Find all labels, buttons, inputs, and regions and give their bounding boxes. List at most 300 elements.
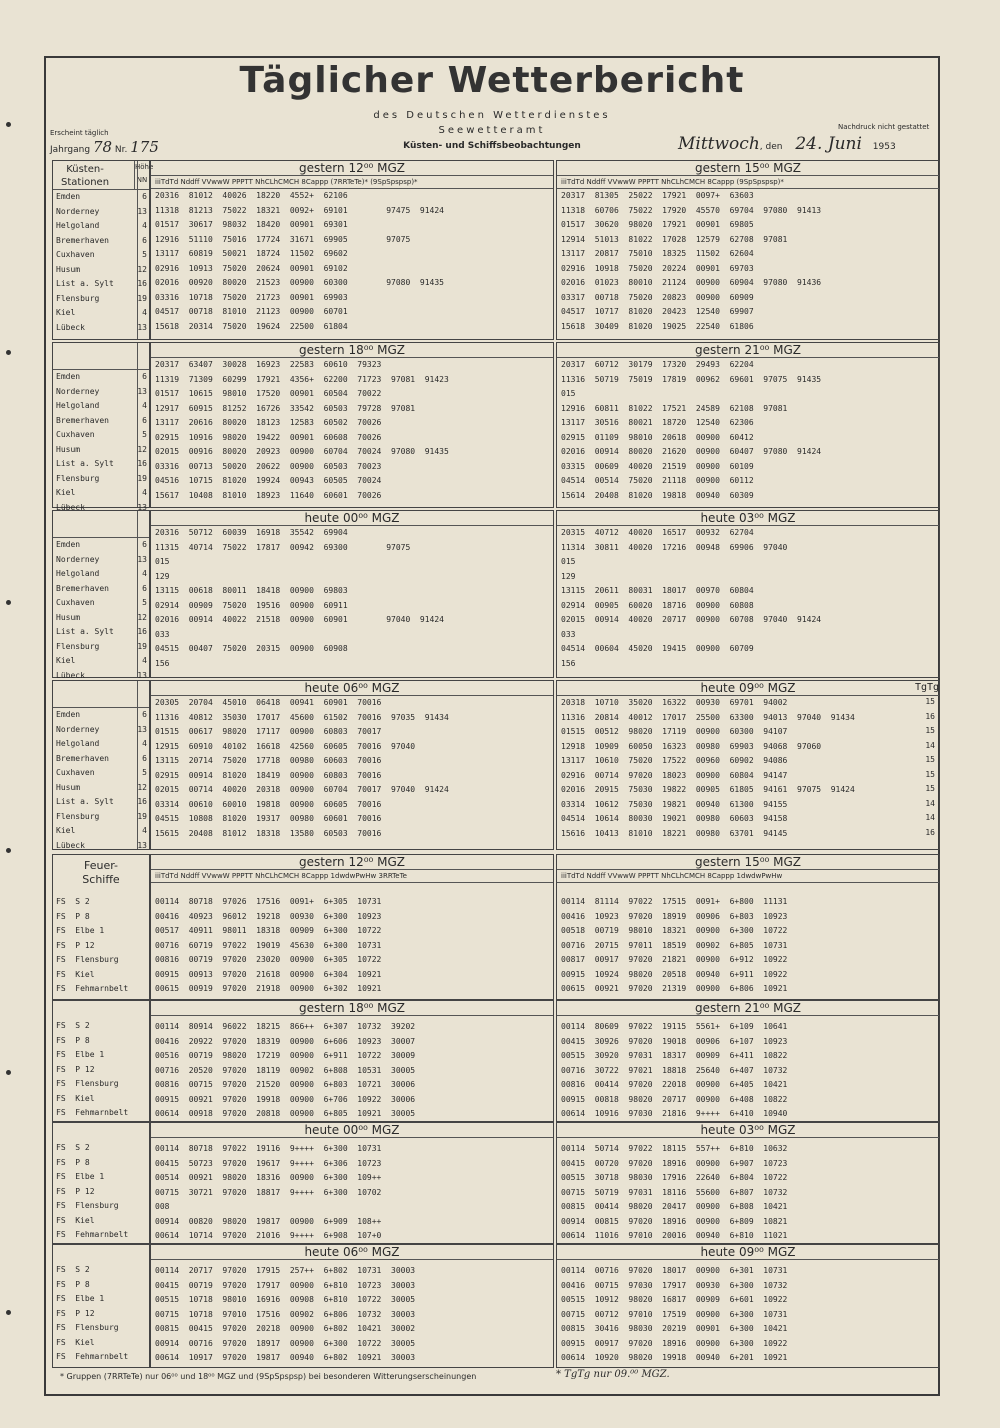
tgtg-value: 15 [925,784,935,793]
data-row: 156 [561,658,576,668]
block-title: heute 00⁰⁰ MGZ [151,1123,553,1138]
station-height: 13 [137,206,147,216]
ship-rows [53,1019,149,1121]
data-row: 00915 00917 97020 18916 00900 6+300 10922 [561,1338,788,1348]
station-height: 6 [142,540,147,549]
data-row: 00715 00712 97010 17519 00900 6+300 10731 [561,1309,788,1319]
coast-block [556,510,940,678]
data-row: 015 [561,389,576,398]
station-name: Helgoland [56,401,100,410]
station-name: Norderney [56,724,100,734]
data-row: 00416 20922 97020 18319 00900 6+606 10923 30007 [155,1036,416,1046]
station-row [53,457,149,472]
station-name: Lübeck [56,670,85,680]
ship-name: FS Kiel [56,969,95,979]
coast-block [150,680,554,850]
data-row: 02015 00914 40020 20717 00900 60708 97040 91424 [561,615,822,624]
station-name: Helgoland [56,569,100,578]
block-title: gestern 18⁰⁰ MGZ [151,343,553,358]
ship-header [53,855,149,895]
data-row: 03316 00713 50020 20622 00900 60503 70023 [155,461,382,471]
data-row: 00415 50723 97020 19617 9++++ 6+306 10723 [155,1158,382,1168]
station-row [53,486,149,501]
ship-name: FS Fehmarnbelt [56,1230,129,1239]
station-row [53,443,149,458]
station-name: Norderney [56,554,100,564]
data-row: 13117 20616 80020 18123 12583 60502 70026 [155,418,382,427]
data-row: 03317 00718 75020 20823 00900 60909 [561,292,754,302]
data-row: 02916 10918 75020 20224 00901 69703 [561,263,754,273]
footnote: * Gruppen (7RRTeTe) nur 06⁰⁰ und 18⁰⁰ MGZ und (9SpSpspsp) bei besonderen Witterungserscheinungen [60,1372,477,1381]
ship-name: FS S 2 [56,1265,90,1274]
data-row: 00515 10912 98020 16817 00909 6+601 10922 [561,1295,788,1304]
ship-name: FS Kiel [56,1337,95,1347]
station-height: 13 [137,840,147,850]
station-name: Kiel [56,308,76,317]
data-row: 00515 30920 97031 18317 00909 6+411 10822 [561,1051,788,1060]
data-row: 00915 10924 98020 20518 00940 6+911 10922 [561,969,788,979]
punch-hole [6,1070,11,1075]
office-line: Seewetteramt [438,125,546,136]
station-header [53,511,149,538]
data-row: 00114 80609 97022 19115 5561+ 6+109 10641 [561,1022,788,1031]
data-row: 00715 50719 97031 18116 55600 6+807 10732 [561,1187,788,1197]
data-row: 04514 10614 80030 19021 00980 60603 94158 [561,814,788,823]
station-height: 16 [137,279,147,288]
station-row [53,640,149,655]
data-row: 00614 00918 97020 20818 00900 6+805 10921 30005 [155,1109,416,1118]
data-row: 00815 00414 98020 20417 00900 6+808 10421 [561,1202,788,1211]
data-row: 00114 81114 97022 17515 0091+ 6+800 11131 [561,897,788,906]
data-row: 20316 50712 60039 16918 35542 69904 [155,528,348,537]
ship-label-block [52,854,150,1000]
station-row [53,219,149,234]
data-row: 00114 80914 96022 18215 866++ 6+307 10732 39202 [155,1022,416,1031]
column-header: iiiTdTd Nddff VVwwW PPPTT NhCLhCMCH 8Cappp 1dwdwPwHw 3RRTeTe [151,870,553,883]
station-row [53,839,149,854]
data-row: 11314 30811 40020 17216 00948 69906 97040 [561,542,788,552]
station-row [53,234,149,249]
data-row: 00715 10718 97010 17516 00902 6+806 10732 30003 [155,1309,416,1319]
label-feuer: Feuer- [83,859,119,872]
station-row [53,292,149,307]
station-name: Flensburg [56,811,100,821]
tgtg-value: 15 [925,755,935,764]
report-title: Täglicher Wetterbericht [239,60,745,101]
station-name: Emden [56,192,81,201]
station-row [53,248,149,263]
data-row: 00114 20717 97020 17915 257++ 6+802 10731 30003 [155,1266,416,1275]
data-row: 03316 10718 75020 21723 00901 69903 [155,292,348,302]
station-height: 4 [142,826,147,835]
data-row: 033 [155,629,170,639]
station-header [53,343,149,370]
data-rows [557,883,939,997]
data-row: 11316 40812 35030 17017 45600 61502 70016 97035 91434 [155,712,449,722]
station-name: Norderney [56,386,100,396]
data-rows [557,189,939,334]
data-row: 13117 30516 80021 18720 12540 62306 [561,418,754,427]
coast-block [556,160,940,340]
data-row: 02916 10913 75020 20624 00901 69102 [155,263,348,273]
column-header: iiiTdTd Nddff VVwwW PPPTT NhCLhCMCH 8Cappp 1dwdwPwHw [557,870,939,883]
station-row [53,385,149,400]
data-row: 15614 20408 81020 19818 00940 60309 [561,490,754,500]
ship-name: FS S 2 [56,1143,90,1152]
ship-header [53,1245,149,1263]
copyright-note: Nachdruck nicht gestattet [838,123,930,131]
data-row: 02915 01109 98010 20618 00900 60412 [561,432,754,442]
station-height: 16 [137,627,147,636]
data-row: 00716 20520 97020 18119 00902 6+808 10531 30005 [155,1065,416,1075]
data-row: 00615 00921 97020 21319 00900 6+806 10921 [561,984,788,993]
station-row [53,582,149,597]
data-row: 02915 00914 81020 18419 00900 60803 70016 [155,770,382,780]
tgtg-header: TgTg [915,682,940,693]
ship-block [556,854,940,1000]
station-height: 13 [137,670,147,680]
station-header [53,681,149,708]
ship-name: FS P 8 [56,1279,90,1289]
data-row: 00716 30722 97021 18818 25640 6+407 10732 [561,1065,788,1075]
ship-name: FS Elbe 1 [56,1294,105,1303]
data-row: 01517 30620 98020 17921 00901 69805 [561,220,754,229]
station-row [53,321,149,336]
data-rows [151,526,553,671]
station-height: 16 [137,459,147,468]
data-row: 20315 40712 40020 16517 00932 62704 [561,528,754,537]
data-row: 00515 10718 98010 16916 00908 6+810 10722 30005 [155,1295,416,1304]
date-value: 24. Juni [795,134,862,154]
data-row: 04517 10717 81020 20423 12540 69907 [561,307,754,316]
station-height: 6 [142,372,147,381]
station-row [53,306,149,321]
data-row: 00715 30721 97020 18817 9++++ 6+300 10702 [155,1187,382,1197]
block-title: heute 03⁰⁰ MGZ [557,1123,939,1138]
data-rows [557,1260,939,1366]
station-name: Husum [56,782,81,792]
block-title: gestern 21⁰⁰ MGZ [557,1001,939,1016]
ship-block [150,1000,554,1122]
coast-block [150,160,554,340]
station-name: Cuxhaven [56,250,95,259]
ship-name: FS P 12 [56,940,95,950]
stations-title [61,163,109,189]
data-row: 13117 10610 75020 17522 00960 60902 94086 [561,756,788,765]
data-row: 00914 00716 97020 18917 00900 6+300 10722 30005 [155,1338,416,1348]
station-name: Bremerhaven [56,235,109,245]
data-rows [557,1016,939,1122]
ship-rows [53,1263,149,1365]
station-row [53,190,149,205]
data-row: 00514 00921 98020 18316 00900 6+300 109++ [155,1173,382,1182]
station-row [53,781,149,796]
nr-label: Nr. [114,145,128,155]
data-row: 12918 10909 60050 16323 00980 69903 94068 97060 [561,741,822,751]
year-value: 1953 [872,142,896,152]
station-name: Lübeck [56,322,85,332]
data-row: 00716 20715 97011 18519 00902 6+805 10731 [561,940,788,950]
data-row: 12916 51110 75016 17724 31671 69905 97075 [155,234,411,244]
ship-rows [53,895,149,997]
data-rows [557,696,939,841]
station-row [53,708,149,723]
data-row: 12916 60811 81022 17521 24589 62108 97081 [561,403,788,413]
data-row: 02015 00714 40020 20318 00900 60704 70017 97040 91424 [155,785,449,794]
station-name: Lübeck [56,502,85,512]
station-label-block [52,510,150,678]
station-name: Cuxhaven [56,768,95,777]
station-label-block [52,160,154,340]
data-row: 00114 80718 97022 19116 9++++ 6+300 10731 [155,1144,382,1153]
data-row: 02916 00714 97020 18023 00900 60804 94147 [561,770,788,780]
ship-name: FS Elbe 1 [56,1172,105,1181]
block-title: heute 06⁰⁰ MGZ [151,1245,553,1260]
ship-name: FS Kiel [56,1093,95,1103]
data-row: 02016 00914 40022 21518 00900 60901 97040 91424 [155,615,444,624]
data-row: 01517 30617 98032 18420 00901 69301 [155,220,348,229]
data-row: 00517 40911 98011 18318 00909 6+300 10722 [155,926,382,935]
data-row: 02914 00909 75020 19516 00900 60911 [155,600,348,610]
ship-name: FS P 12 [56,1186,95,1196]
data-row: 015 [561,557,576,566]
data-row: 00817 00917 97020 21821 00900 6+912 10922 [561,955,788,964]
station-row [53,766,149,781]
data-row: 11318 60706 75022 17920 45570 69704 97080 91413 [561,205,822,215]
data-row: 00716 60719 97022 19019 45630 6+300 10731 [155,940,382,950]
data-row: 129 [155,571,170,581]
station-height: 6 [142,192,147,201]
punch-hole [6,350,11,355]
ship-block [556,1000,940,1122]
data-row: 15615 20408 81012 18318 13580 60503 70016 [155,828,382,838]
ship-name: FS S 2 [56,897,90,906]
station-name: Cuxhaven [56,430,95,439]
station-row [53,428,149,443]
coast-block [556,680,940,850]
data-row: 033 [561,629,576,639]
block-title: heute 09⁰⁰ MGZ [557,1245,939,1260]
ship-name: FS P 12 [56,1308,95,1318]
station-name: List a. Sylt [56,797,114,806]
station-row [53,810,149,825]
label-nn: NN [136,176,148,184]
block-title: gestern 12⁰⁰ MGZ [151,855,553,870]
station-name: Bremerhaven [56,415,109,425]
data-row: 11316 20814 40012 17017 25500 63300 94013 97040 91434 [561,712,855,722]
station-row [53,824,149,839]
station-label-block [52,342,150,512]
data-row: 11319 71309 60299 17921 4356+ 62200 71723 97081 91423 [155,374,449,384]
data-row: 00114 00716 97020 18017 00900 6+301 10731 [561,1266,788,1275]
ship-name: FS Kiel [56,1215,95,1225]
ship-name: FS Fehmarnbelt [56,984,129,993]
station-row [53,752,149,767]
block-title: heute 00⁰⁰ MGZ [151,511,553,526]
data-row: 015 [155,557,170,566]
punch-hole [6,122,11,127]
data-row: 02016 00914 80020 21620 00900 60407 97080 91424 [561,447,822,456]
station-height: 5 [142,250,147,259]
station-height: 13 [137,386,147,396]
block-title: gestern 12⁰⁰ MGZ [151,161,553,176]
data-row: 20305 20704 45010 06418 00941 60901 70016 [155,698,382,707]
data-row: 00914 00815 97020 18916 00900 6+809 10821 [561,1216,788,1226]
station-name: Cuxhaven [56,598,95,607]
station-height: 4 [142,401,147,410]
column-header: iiiTdTd Nddff VVwwW PPPTT NhCLhCMCH 8Cappp (7RRTeTe)* (9SpSpspsp)* [151,176,553,189]
data-row: 12914 51013 81022 17028 12579 62708 97081 [561,234,788,244]
data-row: 00416 40923 96012 19218 00930 6+300 10923 [155,911,382,921]
data-row: 00815 00415 97020 20218 00900 6+802 10421 30002 [155,1324,416,1333]
station-height: 4 [142,488,147,497]
data-row: 20317 81305 25022 17921 0097+ 63603 [561,191,754,200]
data-row: 00518 00719 98010 18321 00900 6+300 10722 [561,926,788,935]
coast-block [556,342,940,508]
data-row: 00614 10916 97030 21816 9++++ 6+410 10940 [561,1109,788,1118]
data-rows [557,526,939,671]
station-name: Bremerhaven [56,753,109,763]
station-name: Kiel [56,488,76,497]
data-rows [151,1138,553,1244]
weekday: Mittwoch [678,134,760,154]
station-row [53,538,149,553]
data-rows [151,1260,553,1366]
station-height: 13 [137,502,147,512]
issue-date [678,134,896,154]
data-row: 00816 00715 97020 21520 00900 6+803 10721 30006 [155,1080,416,1089]
station-height: 6 [142,753,147,763]
ship-header [53,1001,149,1019]
data-row: 15618 20314 75020 19624 22500 61804 [155,321,348,331]
punch-hole [6,848,11,853]
data-row: 00114 50714 97022 18115 557++ 6+810 10632 [561,1144,788,1153]
station-name: Kiel [56,656,76,665]
tgtg-value: 15 [925,726,935,735]
tgtg-value: 14 [925,798,935,808]
station-height: 6 [142,710,147,719]
footnote-tgtg: * TgTg nur 09.⁰⁰ MGZ. [556,1369,670,1380]
data-row: 00815 30416 98030 20219 00901 6+300 10421 [561,1324,788,1333]
block-title: gestern 15⁰⁰ MGZ [557,855,939,870]
data-row: 02015 00916 80020 20923 00900 60704 70024 97080 91435 [155,447,449,456]
data-row: 00415 00720 97020 18916 00900 6+907 10723 [561,1158,788,1168]
jahrgang-value: 78 [92,138,113,156]
data-row: 00914 00820 98020 19817 00900 6+909 108++ [155,1216,382,1226]
data-row: 00816 00719 97020 23020 00900 6+305 10722 [155,955,382,964]
data-row: 02914 00905 60020 18716 00900 60808 [561,600,754,610]
data-row: 00415 30926 97020 19018 00906 6+107 10923 [561,1036,788,1046]
data-rows [557,1138,939,1244]
data-row: 129 [561,571,576,581]
data-rows [151,883,553,997]
data-rows [151,696,553,841]
ship-block [556,1122,940,1244]
data-row: 00516 00719 98020 17219 00900 6+911 10722 30009 [155,1051,416,1060]
station-height: 6 [142,583,147,593]
data-row: 00416 10923 97020 18919 00906 6+803 10923 [561,911,788,921]
station-row [53,277,149,292]
ship-label-block [52,1244,150,1368]
data-row: 15617 10408 81010 18923 11640 60601 70026 [155,490,382,500]
ship-block [150,1244,554,1368]
ship-name: FS Flensburg [56,1323,119,1332]
station-row [53,567,149,582]
data-row: 15616 10413 81010 18221 00980 63701 94145 [561,828,788,838]
station-name: List a. Sylt [56,279,114,288]
station-row [53,737,149,752]
station-row [53,625,149,640]
station-name: Flensburg [56,473,100,483]
ship-name: FS Elbe 1 [56,1050,105,1059]
data-row: 00114 80718 97026 17516 0091+ 6+305 10731 [155,897,382,906]
station-name: Husum [56,444,81,454]
station-name: List a. Sylt [56,627,114,636]
data-row: 00515 30718 98030 17916 22640 6+804 10722 [561,1173,788,1182]
ship-name: FS P 8 [56,1157,90,1167]
station-height: 6 [142,235,147,245]
data-row: 20316 81012 40026 18220 4552+ 62106 [155,191,348,200]
data-row: 00416 00715 97030 17917 00930 6+300 10732 [561,1280,788,1290]
data-row: 02016 00920 80020 21523 00900 60300 97080 91435 [155,278,444,287]
data-row: 01515 00512 98020 17119 00900 60300 94107 [561,727,788,736]
data-row: 13115 00618 80011 18418 00900 69803 [155,586,348,595]
data-rows [151,1016,553,1122]
ship-name: FS Elbe 1 [56,926,105,935]
data-row: 02016 20915 75030 19822 00905 61805 94161 97075 91424 [561,785,855,794]
ship-block [150,854,554,1000]
tgtg-column [915,681,940,840]
data-row: 156 [155,658,170,668]
data-row: 04516 10715 81020 19924 00943 60505 70024 [155,476,382,485]
station-row [53,553,149,568]
coast-block [150,510,554,678]
station-row [53,795,149,810]
data-row: 13115 20611 80031 18017 00970 60804 [561,586,754,595]
nr-value: 175 [130,138,159,156]
data-row: 11316 50719 75019 17819 00962 69601 97075 91435 [561,374,822,384]
data-row: 03314 10612 75030 19821 00940 61300 94155 [561,799,788,809]
station-height: 4 [142,569,147,578]
station-name: List a. Sylt [56,459,114,468]
station-row [53,205,149,220]
ship-name: FS Flensburg [56,1079,119,1088]
ship-name: FS P 12 [56,1064,95,1074]
station-name: Helgoland [56,739,100,748]
station-name: Lübeck [56,840,85,850]
data-row: 00615 00919 97020 21918 00900 6+302 10921 [155,984,382,993]
den-label: , den [759,142,783,152]
station-name: Emden [56,540,81,549]
station-height: 13 [137,554,147,564]
data-row: 20318 10710 35020 16322 00930 69701 94002 [561,698,788,707]
column-header: iiiTdTd Nddff VVwwW PPPTT NhCLhCMCH 8Cappp (9SpSpspsp)* [557,176,939,189]
ship-rows [53,1141,149,1243]
punch-hole [6,600,11,605]
station-name: Husum [56,612,81,622]
issue-info [50,138,159,156]
tgtg-value: 14 [925,740,935,750]
data-row: 12915 60910 40102 16618 42560 60605 70016 97040 [155,741,416,751]
station-name: Kiel [56,826,76,835]
data-row: 20317 63407 30028 16923 22583 60610 79323 [155,360,382,369]
data-row: 11315 40714 75022 17817 00942 69300 97075 [155,542,411,552]
station-row [53,472,149,487]
block-title: gestern 18⁰⁰ MGZ [151,1001,553,1016]
block-title: gestern 21⁰⁰ MGZ [557,343,939,358]
station-height: 12 [137,612,147,622]
ship-name: FS P 8 [56,1035,90,1045]
